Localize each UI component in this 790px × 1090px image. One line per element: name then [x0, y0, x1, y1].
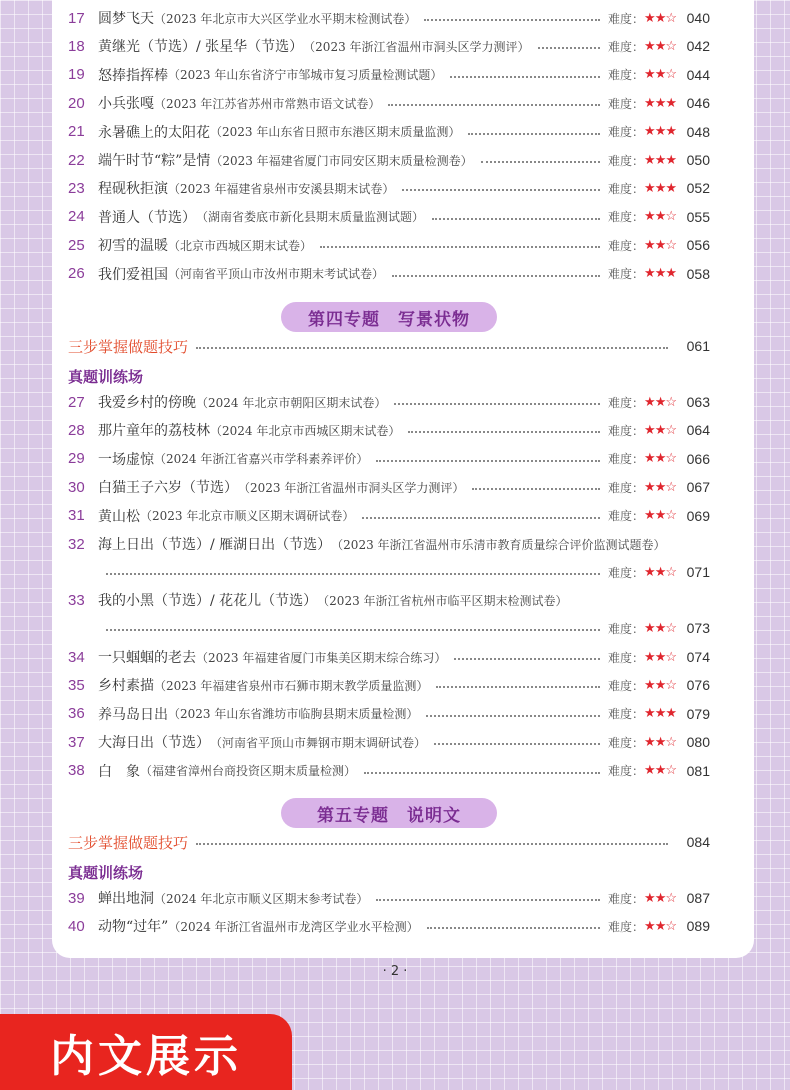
entry-title: 端午时节“粽”是情 — [98, 153, 211, 169]
entry-source: （2023 年北京市大兴区学业水平期末检测试卷） — [154, 11, 417, 26]
entry-number: 27 — [68, 393, 85, 411]
star-filled-icon: ★ — [654, 152, 666, 168]
entry-title: 乡村素描 — [98, 678, 154, 695]
toc-entry[interactable] — [68, 643, 710, 671]
entry-number: 40 — [68, 917, 85, 935]
leader-dots — [426, 715, 600, 717]
toc-entry[interactable] — [68, 231, 710, 259]
difficulty-label: 难度： — [608, 68, 645, 83]
entry-source: （2023 年浙江省杭州市临平区期末检测试卷） — [317, 593, 568, 608]
page-ref: 042 — [686, 38, 710, 55]
difficulty-label: 难度： — [608, 210, 645, 225]
star-filled-icon: ★ — [644, 479, 655, 495]
toc-entry[interactable] — [68, 586, 710, 614]
star-filled-icon: ★ — [644, 706, 655, 722]
leader-dots — [320, 246, 600, 248]
difficulty-label: 难度： — [608, 125, 645, 140]
star-filled-icon: ★ — [644, 237, 655, 253]
entry-title: 白 象 — [98, 763, 140, 780]
leader-dots — [468, 133, 600, 135]
entry-source: （2023 年山东省潍坊市临朐县期末质量检测） — [168, 707, 419, 722]
toc-entry[interactable] — [68, 260, 710, 288]
entry-title: 程砚秋拒演 — [98, 181, 168, 198]
difficulty-label: 难度： — [608, 509, 645, 524]
star-empty-icon: ☆ — [665, 508, 676, 524]
leader-dots — [472, 488, 600, 490]
toc-entry[interactable] — [68, 473, 710, 501]
star-filled-icon: ★ — [644, 10, 655, 26]
star-empty-icon: ☆ — [665, 734, 676, 750]
star-filled-icon: ★ — [654, 479, 666, 495]
star-empty-icon: ☆ — [665, 890, 676, 906]
entry-number: 23 — [68, 179, 85, 197]
entry-source: （2023 年浙江省温州市洞头区学力测评） — [238, 480, 465, 495]
entry-number: 39 — [68, 889, 85, 907]
leader-dots — [402, 189, 600, 191]
leader-dots — [364, 772, 600, 774]
page-ref: 046 — [686, 95, 710, 112]
page-ref: 080 — [686, 734, 710, 751]
section-5-header: 第五专题 说明文 — [281, 798, 497, 828]
star-filled-icon: ★ — [644, 763, 655, 779]
page-ref: 048 — [686, 123, 710, 140]
entry-source: （2024 年浙江省嘉兴市学科素养评价） — [154, 452, 369, 467]
star-filled-icon: ★ — [644, 677, 655, 693]
entry-title: 一只蝈蝈的老去 — [98, 650, 196, 666]
entry-title: 养马岛日出 — [98, 706, 168, 723]
leader-dots — [388, 104, 600, 106]
toc-entry[interactable] — [68, 203, 710, 231]
star-empty-icon: ☆ — [665, 677, 676, 693]
star-filled-icon: ★ — [665, 152, 676, 168]
leader-dots — [196, 347, 668, 349]
star-empty-icon: ☆ — [665, 422, 676, 438]
star-filled-icon: ★ — [644, 734, 655, 750]
star-filled-icon: ★ — [654, 124, 666, 140]
leader-dots — [432, 218, 600, 220]
entry-title: 小兵张嘎 — [98, 96, 154, 113]
page-ref: 084 — [686, 834, 710, 850]
page-ref: 064 — [686, 422, 710, 439]
toc-entry[interactable] — [68, 118, 710, 146]
star-filled-icon: ★ — [644, 95, 655, 111]
star-filled-icon: ★ — [654, 620, 666, 636]
entry-title: 动物“过年” — [98, 919, 169, 936]
star-filled-icon: ★ — [665, 124, 676, 140]
entry-number: 20 — [68, 94, 85, 112]
star-filled-icon: ★ — [644, 890, 655, 906]
difficulty-label: 难度： — [608, 423, 645, 438]
toc-entry[interactable] — [68, 146, 710, 174]
toc-entry[interactable] — [68, 174, 710, 202]
entry-number: 29 — [68, 450, 85, 468]
star-filled-icon: ★ — [654, 67, 666, 83]
star-filled-icon: ★ — [654, 209, 666, 225]
toc-entry[interactable] — [68, 728, 710, 756]
entry-source: （2023 年浙江省温州市洞头区学力测评） — [303, 39, 530, 54]
star-empty-icon: ☆ — [665, 451, 676, 467]
entry-title: 初雪的温暖 — [98, 238, 168, 255]
difficulty-label: 难度： — [608, 181, 645, 196]
section-4-header: 第四专题 写景状物 — [281, 302, 497, 332]
star-empty-icon: ☆ — [665, 10, 676, 26]
difficulty-label: 难度： — [608, 480, 645, 495]
star-filled-icon: ★ — [654, 95, 666, 111]
entry-source: （2023 年福建省厦门市集美区期末综合练习） — [196, 650, 447, 665]
leader-dots — [424, 19, 600, 21]
page-ref: 052 — [686, 180, 710, 197]
star-empty-icon: ☆ — [665, 209, 676, 225]
star-filled-icon: ★ — [654, 237, 666, 253]
difficulty-label: 难度： — [608, 153, 645, 168]
entry-number: 33 — [68, 591, 85, 609]
star-filled-icon: ★ — [654, 38, 666, 54]
star-empty-icon: ☆ — [665, 620, 676, 636]
page-ref: 069 — [686, 507, 710, 524]
leader-dots — [481, 161, 600, 163]
star-filled-icon: ★ — [654, 763, 666, 779]
leader-dots — [454, 658, 600, 660]
difficulty-label: 难度： — [608, 707, 645, 722]
leader-dots — [450, 76, 600, 78]
entry-source: （2023 年山东省济宁市邹城市复习质量检测试题） — [168, 68, 443, 83]
star-filled-icon: ★ — [665, 706, 676, 722]
star-filled-icon: ★ — [644, 124, 655, 140]
difficulty-label: 难度： — [608, 678, 645, 693]
star-filled-icon: ★ — [654, 266, 666, 282]
entry-number: 30 — [68, 478, 85, 496]
star-filled-icon: ★ — [654, 649, 666, 665]
star-empty-icon: ☆ — [665, 564, 676, 580]
entry-title: 那片童年的荔枝林 — [98, 423, 210, 440]
entry-title: 一场虚惊 — [98, 451, 154, 468]
leader-dots — [392, 275, 600, 277]
star-filled-icon: ★ — [665, 180, 676, 196]
difficulty-label: 难度： — [608, 395, 645, 410]
star-filled-icon: ★ — [654, 10, 666, 26]
toc-entry[interactable] — [68, 671, 710, 699]
leader-dots — [434, 743, 600, 745]
entry-title: 海上日出（节选）/ 雁湖日出（节选） — [98, 537, 332, 553]
star-empty-icon: ☆ — [665, 649, 676, 665]
star-empty-icon: ☆ — [665, 237, 676, 253]
star-empty-icon: ☆ — [665, 763, 676, 779]
leader-dots — [394, 403, 600, 405]
toc-entry-continued — [98, 558, 710, 586]
star-filled-icon: ★ — [654, 890, 666, 906]
entry-source: （2024 年浙江省温州市龙湾区学业水平检测） — [168, 919, 419, 934]
entry-number: 37 — [68, 733, 85, 751]
difficulty-label: 难度： — [608, 764, 645, 779]
star-filled-icon: ★ — [644, 422, 655, 438]
section-4-tips[interactable] — [68, 332, 710, 360]
entry-title: 黄山松 — [98, 508, 140, 525]
entry-title: 我爱乡村的傍晚 — [98, 395, 196, 411]
toc-entry[interactable] — [68, 4, 710, 32]
leader-dots — [106, 573, 600, 575]
star-filled-icon: ★ — [644, 266, 655, 282]
star-filled-icon: ★ — [654, 394, 666, 410]
page-ref: 074 — [686, 649, 710, 665]
leader-dots — [538, 47, 600, 49]
entry-source: （2023 年浙江省温州市乐清市教育质量综合评价监测试题卷） — [331, 537, 666, 552]
leader-dots — [376, 460, 600, 462]
star-filled-icon: ★ — [644, 67, 655, 83]
page-ref: 061 — [686, 338, 710, 354]
toc-entry[interactable] — [68, 89, 710, 117]
page-ref: 050 — [686, 152, 710, 168]
star-filled-icon: ★ — [644, 508, 655, 524]
star-filled-icon: ★ — [644, 152, 655, 168]
entry-source: （2023 年山东省日照市东港区期末质量监测） — [210, 125, 461, 140]
page-ref: 056 — [686, 237, 710, 254]
page-ref: 076 — [686, 677, 710, 694]
entry-title: 我的小黑（节选）/ 花花儿（节选） — [98, 593, 318, 609]
difficulty-label: 难度： — [608, 650, 645, 665]
entry-number: 18 — [68, 37, 85, 55]
entry-title: 圆梦飞天 — [98, 11, 154, 27]
page-ref: 089 — [686, 918, 710, 935]
section-5-practice: 真题训练场 — [68, 864, 144, 882]
difficulty-label: 难度： — [608, 565, 645, 580]
entry-title: 蝉出地洞 — [98, 891, 154, 907]
page-ref: 079 — [686, 705, 710, 722]
toc-entry[interactable] — [68, 445, 710, 473]
page-ref: 040 — [686, 10, 710, 26]
page-ref: 044 — [686, 66, 710, 83]
tips-label: 三步掌握做题技巧 — [68, 833, 189, 852]
entry-source: （福建省漳州台商投资区期末质量检测） — [140, 764, 357, 779]
difficulty-label: 难度： — [608, 11, 645, 26]
entry-number: 26 — [68, 265, 85, 283]
page-ref: 058 — [686, 265, 710, 282]
star-filled-icon: ★ — [644, 180, 655, 196]
entry-source: （2024 年北京市西城区期末试卷） — [210, 423, 401, 438]
entry-number: 36 — [68, 705, 85, 723]
entry-source: （河南省平顶山市舞钢市期末调研试卷） — [210, 735, 427, 750]
entry-number: 34 — [68, 648, 85, 666]
entry-number: 35 — [68, 676, 85, 694]
leader-dots — [408, 431, 600, 433]
page-ref: 073 — [686, 620, 710, 636]
leader-dots — [362, 517, 600, 519]
page-ref: 081 — [686, 762, 710, 779]
toc-entry[interactable] — [68, 912, 710, 940]
star-filled-icon: ★ — [644, 451, 655, 467]
difficulty-label: 难度： — [608, 238, 645, 253]
star-filled-icon: ★ — [654, 451, 666, 467]
star-filled-icon: ★ — [644, 649, 655, 665]
difficulty-label: 难度： — [608, 267, 645, 282]
entry-number: 22 — [68, 151, 85, 169]
difficulty-label: 难度： — [608, 891, 645, 906]
difficulty-label: 难度： — [608, 39, 645, 54]
star-filled-icon: ★ — [654, 180, 666, 196]
toc-entry[interactable] — [68, 700, 710, 728]
toc-entry[interactable] — [68, 502, 710, 530]
entry-title: 大海日出（节选） — [98, 735, 210, 752]
star-filled-icon: ★ — [644, 38, 655, 54]
entry-source: （2023 年福建省厦门市同安区期末质量检测卷） — [210, 153, 473, 168]
star-filled-icon: ★ — [665, 95, 676, 111]
star-filled-icon: ★ — [654, 677, 666, 693]
tips-label: 三步掌握做题技巧 — [68, 337, 189, 356]
toc-entry[interactable] — [68, 32, 710, 60]
section-5-tips[interactable] — [68, 828, 710, 856]
entry-title: 白猫王子六岁（节选） — [98, 480, 238, 497]
toc-entry[interactable] — [68, 61, 710, 89]
difficulty-label: 难度： — [608, 735, 645, 750]
star-filled-icon: ★ — [654, 422, 666, 438]
entry-source: （2023 年江苏省苏州市常熟市语文试卷） — [154, 96, 381, 111]
toc-entry[interactable] — [68, 530, 710, 558]
entry-number: 24 — [68, 208, 85, 226]
entry-source: （2023 年福建省泉州市安溪县期末试卷） — [168, 181, 395, 196]
entry-number: 38 — [68, 762, 85, 780]
entry-source: （湖南省娄底市新化县期末质量监测试题） — [196, 210, 425, 225]
entry-number: 17 — [68, 9, 85, 27]
difficulty-label: 难度： — [608, 621, 645, 636]
entry-number: 31 — [68, 507, 85, 525]
toc-entry[interactable] — [68, 388, 710, 416]
star-filled-icon: ★ — [644, 620, 655, 636]
promo-banner: 内文展示 — [0, 1014, 292, 1090]
entry-number: 19 — [68, 66, 85, 84]
toc-entry[interactable] — [68, 757, 710, 785]
entry-title: 怒捧指挥棒 — [98, 67, 168, 84]
section-4-practice: 真题训练场 — [68, 368, 144, 386]
entry-number: 25 — [68, 236, 85, 254]
star-filled-icon: ★ — [654, 734, 666, 750]
entry-source: （2024 年北京市朝阳区期末试卷） — [196, 395, 387, 410]
entry-source: （2023 年福建省泉州市石狮市期末教学质量监测） — [154, 678, 429, 693]
toc-entry[interactable] — [68, 884, 710, 912]
page-ref: 063 — [686, 394, 710, 410]
star-filled-icon: ★ — [654, 918, 666, 934]
page-number: · 2 · — [382, 964, 408, 979]
star-filled-icon: ★ — [665, 266, 676, 282]
entry-source: （2024 年北京市顺义区期末参考试卷） — [154, 891, 369, 906]
difficulty-label: 难度： — [608, 452, 645, 467]
star-filled-icon: ★ — [644, 918, 655, 934]
page-ref: 067 — [686, 479, 710, 496]
star-filled-icon: ★ — [644, 209, 655, 225]
entry-title: 普通人（节选） — [98, 209, 196, 226]
page-ref: 087 — [686, 890, 710, 906]
entry-source: （河南省平顶山市汝州市期末考试试卷） — [168, 267, 385, 282]
leader-dots — [376, 899, 600, 901]
star-filled-icon: ★ — [654, 508, 666, 524]
entry-title: 永暑礁上的太阳花 — [98, 124, 210, 141]
entry-title: 黄继光（节选）/ 张星华（节选） — [98, 39, 304, 56]
star-filled-icon: ★ — [644, 394, 655, 410]
star-filled-icon: ★ — [654, 564, 666, 580]
star-empty-icon: ☆ — [665, 479, 676, 495]
entry-number: 21 — [68, 123, 85, 141]
star-empty-icon: ☆ — [665, 394, 676, 410]
leader-dots — [427, 927, 600, 929]
star-empty-icon: ☆ — [665, 38, 676, 54]
page-ref: 066 — [686, 450, 710, 467]
page-ref: 055 — [686, 208, 710, 225]
star-filled-icon: ★ — [644, 564, 655, 580]
star-empty-icon: ☆ — [665, 67, 676, 83]
entry-number: 28 — [68, 421, 85, 439]
toc-entry-continued — [98, 614, 710, 642]
entry-title: 我们爱祖国 — [98, 266, 168, 283]
star-empty-icon: ☆ — [665, 918, 676, 934]
star-filled-icon: ★ — [654, 706, 666, 722]
leader-dots — [196, 843, 668, 845]
entry-source: （2023 年北京市顺义区期末调研试卷） — [140, 509, 355, 524]
toc-entry[interactable] — [68, 416, 710, 444]
difficulty-label: 难度： — [608, 96, 645, 111]
entry-source: （北京市西城区期末试卷） — [168, 238, 313, 253]
difficulty-label: 难度： — [608, 919, 645, 934]
entry-number: 32 — [68, 535, 85, 553]
leader-dots — [106, 629, 600, 631]
page-ref: 071 — [686, 564, 710, 580]
leader-dots — [436, 686, 600, 688]
